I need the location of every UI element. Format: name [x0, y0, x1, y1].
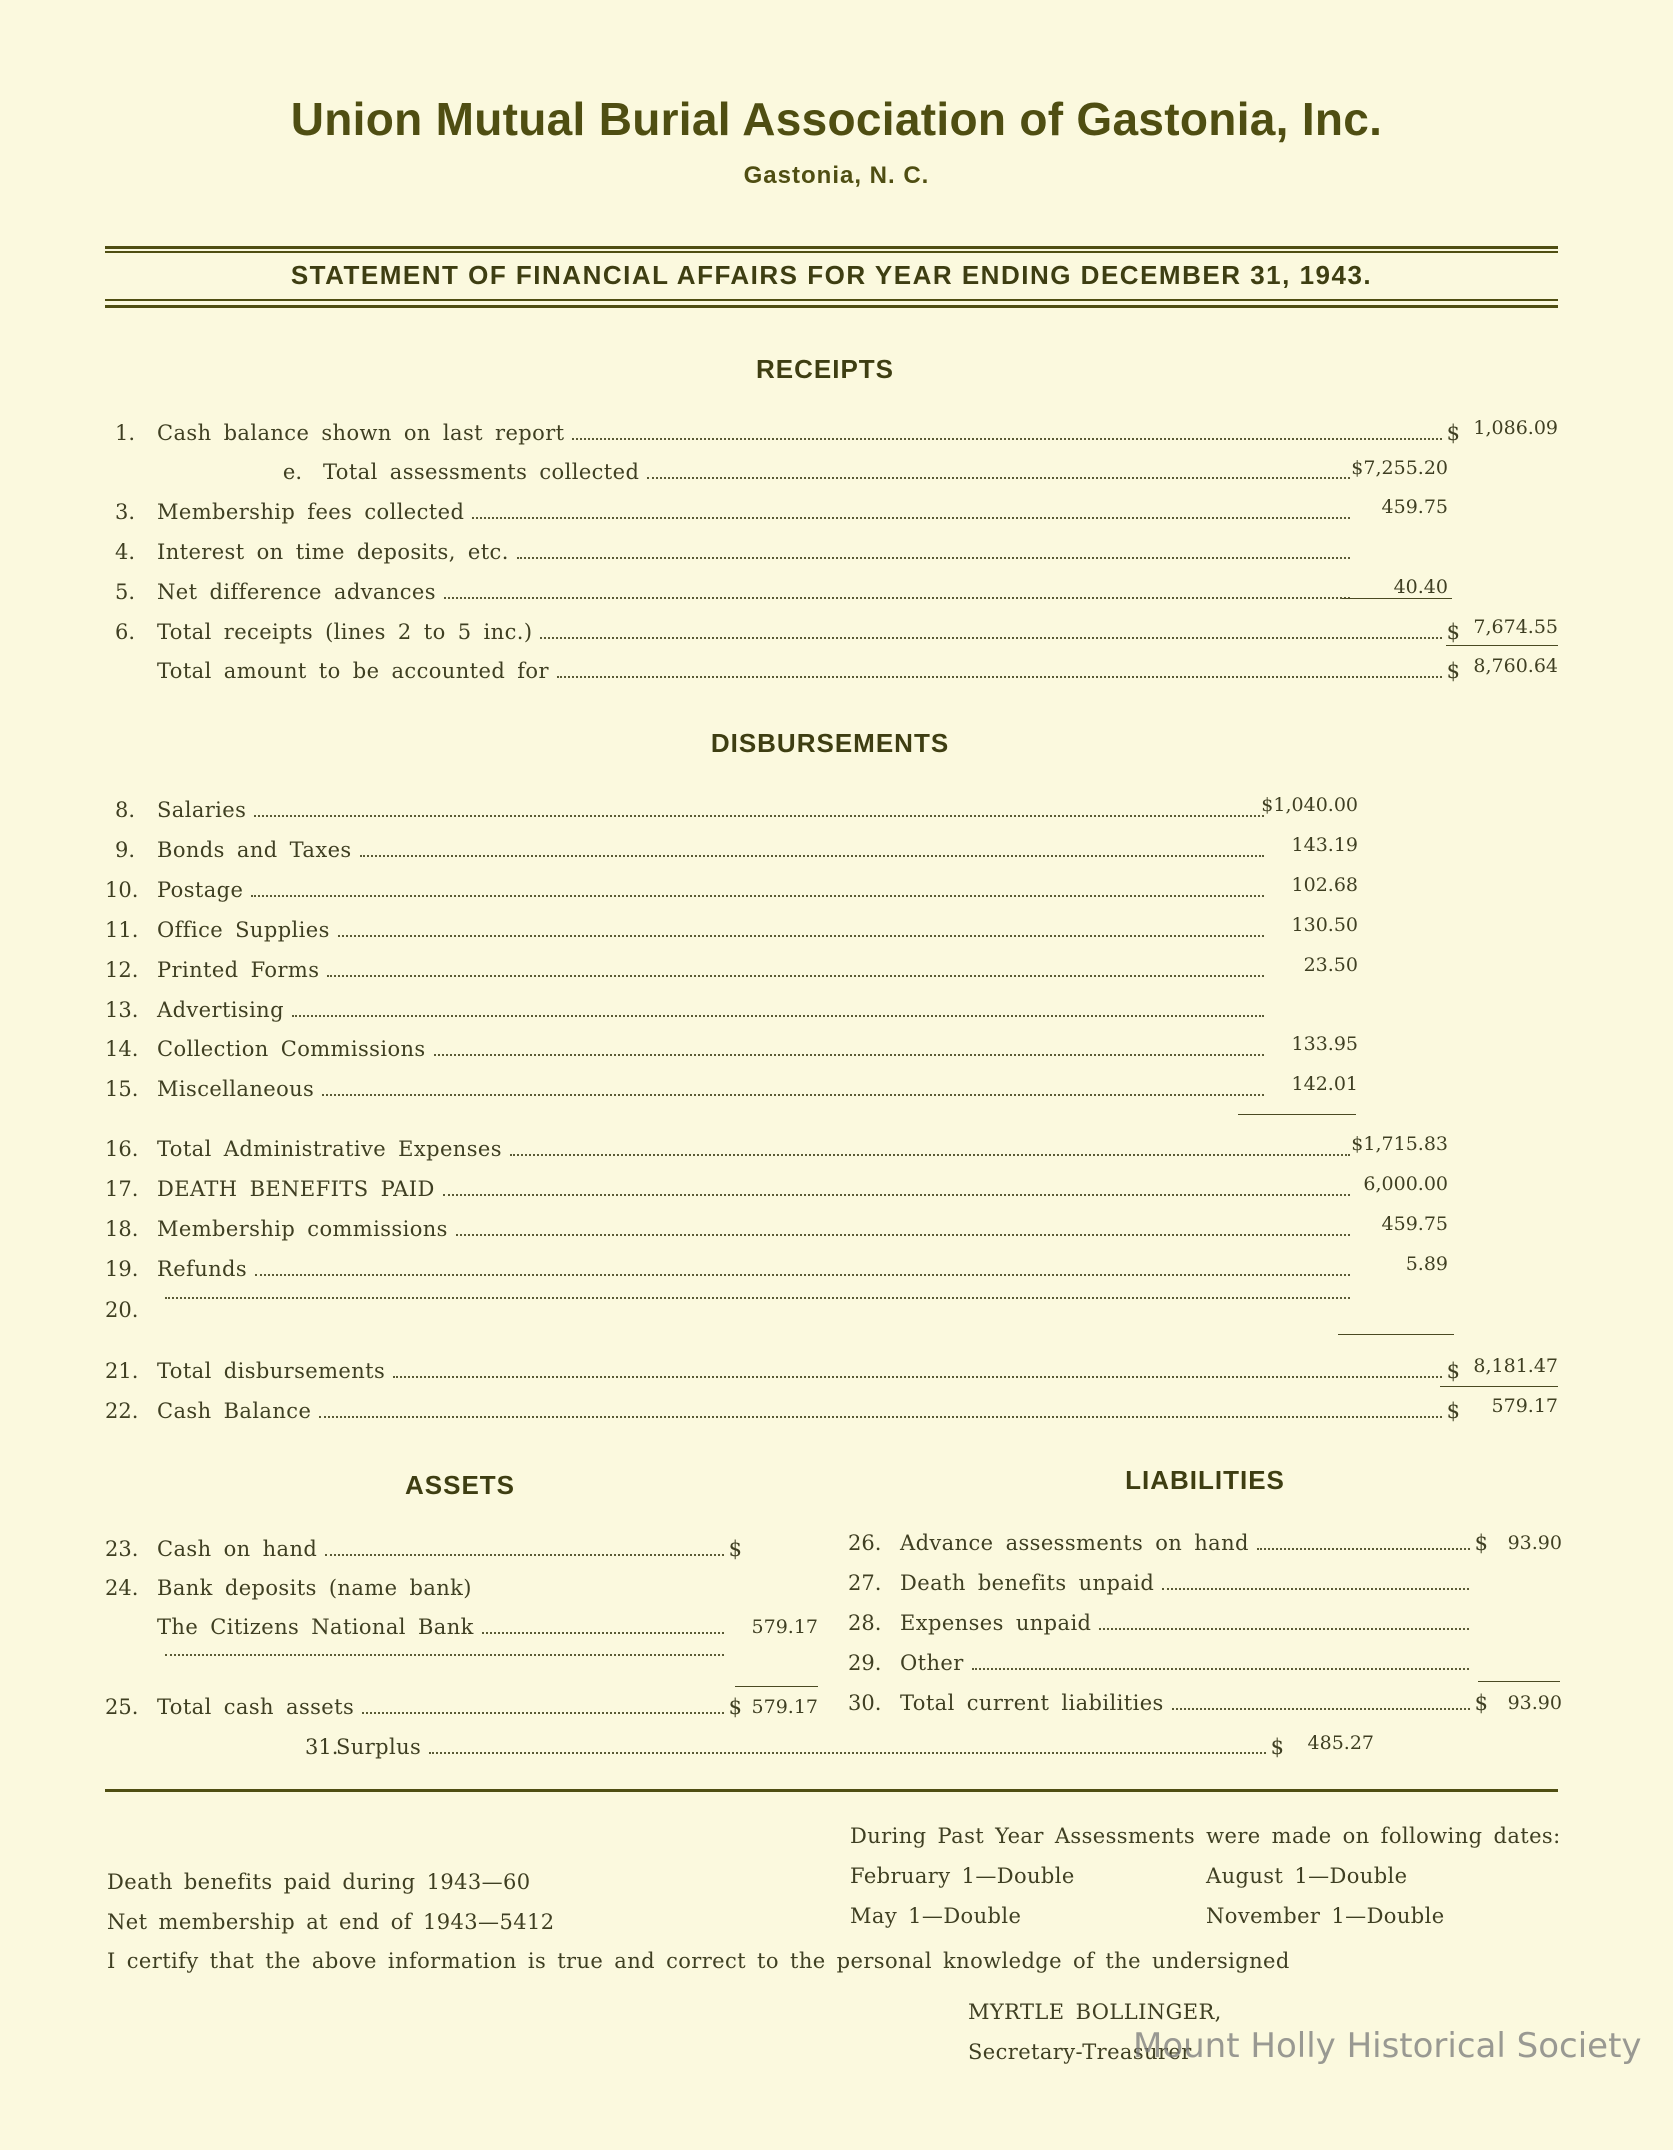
line-amount: $7,255.20 — [1351, 457, 1448, 479]
mid-rule-thin — [105, 299, 1558, 301]
statement-title: STATEMENT OF FINANCIAL AFFAIRS FOR YEAR ENDING DECEMBER 31, 1943. — [290, 260, 1373, 290]
line-number: 20. — [105, 1298, 139, 1322]
line-number: 6. — [114, 620, 135, 644]
line-label: Membership fees collected — [157, 499, 1353, 525]
line-amount: 133.95 — [1291, 1033, 1358, 1055]
top-rule-thin — [105, 251, 1558, 253]
line-amount: 23.50 — [1303, 954, 1358, 976]
line-number: 4. — [114, 540, 135, 564]
line-label: Total disbursements $ — [157, 1359, 1460, 1383]
signer-name: MYRTLE BOLLINGER, — [968, 2000, 1222, 2024]
footer-rule — [105, 1789, 1558, 1792]
line-label: The Citizens National Bank — [157, 1614, 727, 1640]
assessment-date: February 1—Double — [850, 1864, 1075, 1888]
line-amount: 7,674.55 — [1473, 616, 1558, 638]
assessment-date: May 1—Double — [850, 1904, 1022, 1928]
line-number: 27. — [848, 1571, 882, 1595]
line-number: 16. — [105, 1137, 139, 1161]
line-amount: 579.17 — [751, 1696, 818, 1718]
line-label: Postage — [157, 877, 1267, 903]
watermark: Mount Holly Historical Society — [1133, 2026, 1642, 2066]
line-number: 29. — [848, 1651, 882, 1675]
line-number: 15. — [105, 1077, 139, 1101]
assessment-date: August 1—Double — [1206, 1864, 1408, 1888]
line-number: 18. — [105, 1217, 139, 1241]
line-number: 28. — [848, 1611, 882, 1635]
line-amount: $1,715.83 — [1351, 1133, 1448, 1155]
line-label: Net difference advances — [157, 579, 1353, 605]
subtotal-underline — [735, 1686, 818, 1687]
line-amount: 102.68 — [1291, 874, 1358, 896]
line-label: Miscellaneous — [157, 1076, 1267, 1102]
line-label: Advance assessments on hand $ — [900, 1531, 1488, 1555]
line-number: 31. — [305, 1735, 339, 1759]
line-label: Total amount to be accounted for $ — [157, 659, 1460, 683]
line-number: 14. — [105, 1037, 139, 1061]
line-amount: 93.90 — [1507, 1692, 1562, 1714]
line-amount: 459.75 — [1381, 496, 1448, 518]
line-number: 5. — [114, 580, 135, 604]
line-label: Expenses unpaid — [900, 1610, 1472, 1636]
line-number: 26. — [848, 1531, 882, 1555]
line-amount: 40.40 — [1393, 576, 1448, 598]
subtotal-underline — [1342, 598, 1452, 599]
line-number: 8. — [114, 798, 135, 822]
line-label: Cash on hand $ — [157, 1537, 742, 1561]
line-label: Other — [900, 1650, 1472, 1676]
line-amount: 5.89 — [1405, 1253, 1448, 1275]
line-label: Cash balance shown on last report $ — [157, 421, 1460, 445]
top-rule — [105, 246, 1558, 249]
subtotal-underline — [1238, 1114, 1356, 1115]
line-amount: 485.27 — [1307, 1732, 1374, 1754]
line-number: 22. — [105, 1399, 139, 1423]
assessment-date: November 1—Double — [1206, 1904, 1445, 1928]
subtotal-underline — [1338, 1334, 1454, 1335]
line-label: Office Supplies — [157, 917, 1267, 943]
line-amount: 459.75 — [1381, 1213, 1448, 1235]
total-underline — [1446, 645, 1558, 646]
organization-title: Union Mutual Burial Association of Gastonia, Inc. — [290, 93, 1383, 145]
line-label — [157, 1654, 727, 1662]
line-number: 9. — [114, 838, 135, 862]
mid-rule — [105, 305, 1558, 308]
line-amount: 579.17 — [751, 1616, 818, 1638]
line-number: 17. — [105, 1177, 139, 1201]
line-label: DEATH BENEFITS PAID — [157, 1176, 1353, 1202]
line-label: Printed Forms — [157, 957, 1267, 983]
line-label: Death benefits unpaid — [900, 1570, 1472, 1596]
organization-location: Gastonia, N. C. — [743, 162, 930, 189]
liabilities-heading: LIABILITIES — [1125, 1465, 1285, 1495]
assessments-intro: During Past Year Assessments were made on following dates: — [850, 1824, 1561, 1848]
disbursements-heading: DISBURSEMENTS — [710, 728, 950, 758]
line-amount: 93.90 — [1507, 1532, 1562, 1554]
line-number: 13. — [105, 998, 139, 1022]
line-label: Total assessments collected — [323, 459, 1353, 485]
line-amount: 8,181.47 — [1473, 1355, 1558, 1377]
line-amount: 579.17 — [1491, 1395, 1558, 1417]
line-label: Total receipts (lines 2 to 5 inc.) $ — [157, 620, 1460, 644]
line-amount: $1,040.00 — [1261, 794, 1358, 816]
line-label: Salaries — [157, 797, 1267, 823]
line-number: 21. — [105, 1359, 139, 1383]
line-number: 3. — [114, 500, 135, 524]
line-label: Surplus $ — [336, 1735, 1284, 1759]
line-label: Bonds and Taxes — [157, 837, 1267, 863]
death-benefits-note: Death benefits paid during 1943—60 — [107, 1870, 531, 1894]
line-number: 25. — [105, 1695, 139, 1719]
line-number: 19. — [105, 1257, 139, 1281]
line-label: Total cash assets $ — [157, 1695, 742, 1719]
net-membership-note: Net membership at end of 1943—5412 — [107, 1910, 555, 1934]
line-label: Interest on time deposits, etc. — [157, 539, 1353, 565]
line-number: 30. — [848, 1691, 882, 1715]
line-label: Total current liabilities $ — [900, 1691, 1488, 1715]
line-label — [157, 1297, 1353, 1305]
line-label: Bank deposits (name bank) — [157, 1576, 472, 1600]
assets-heading: ASSETS — [404, 1470, 516, 1500]
line-number: 1. — [114, 421, 135, 445]
line-number: e. — [282, 460, 302, 484]
line-number: 12. — [105, 958, 139, 982]
receipts-heading: RECEIPTS — [755, 354, 895, 384]
line-number: 24. — [105, 1576, 139, 1600]
line-label: Collection Commissions — [157, 1036, 1267, 1062]
line-amount: 1,086.09 — [1473, 417, 1558, 439]
line-label: Refunds — [157, 1256, 1353, 1282]
line-label: Cash Balance $ — [157, 1399, 1460, 1423]
line-number: 11. — [105, 918, 139, 942]
line-label: Advertising — [157, 997, 1267, 1023]
line-amount: 130.50 — [1291, 914, 1358, 936]
line-amount: 143.19 — [1291, 834, 1358, 856]
line-label: Total Administrative Expenses — [157, 1136, 1353, 1162]
subtotal-underline — [1478, 1681, 1560, 1682]
line-amount: 8,760.64 — [1473, 655, 1558, 677]
line-amount: 142.01 — [1291, 1073, 1358, 1095]
certification-statement: I certify that the above information is true and correct to the personal knowledge of the undersigned — [107, 1949, 1290, 1973]
total-underline — [1440, 1386, 1558, 1387]
line-label: Membership commissions — [157, 1216, 1353, 1242]
signer-title: Secretary-Treasurer — [968, 2040, 1192, 2064]
line-number: 10. — [105, 878, 139, 902]
line-amount: 6,000.00 — [1363, 1173, 1448, 1195]
line-number: 23. — [105, 1537, 139, 1561]
